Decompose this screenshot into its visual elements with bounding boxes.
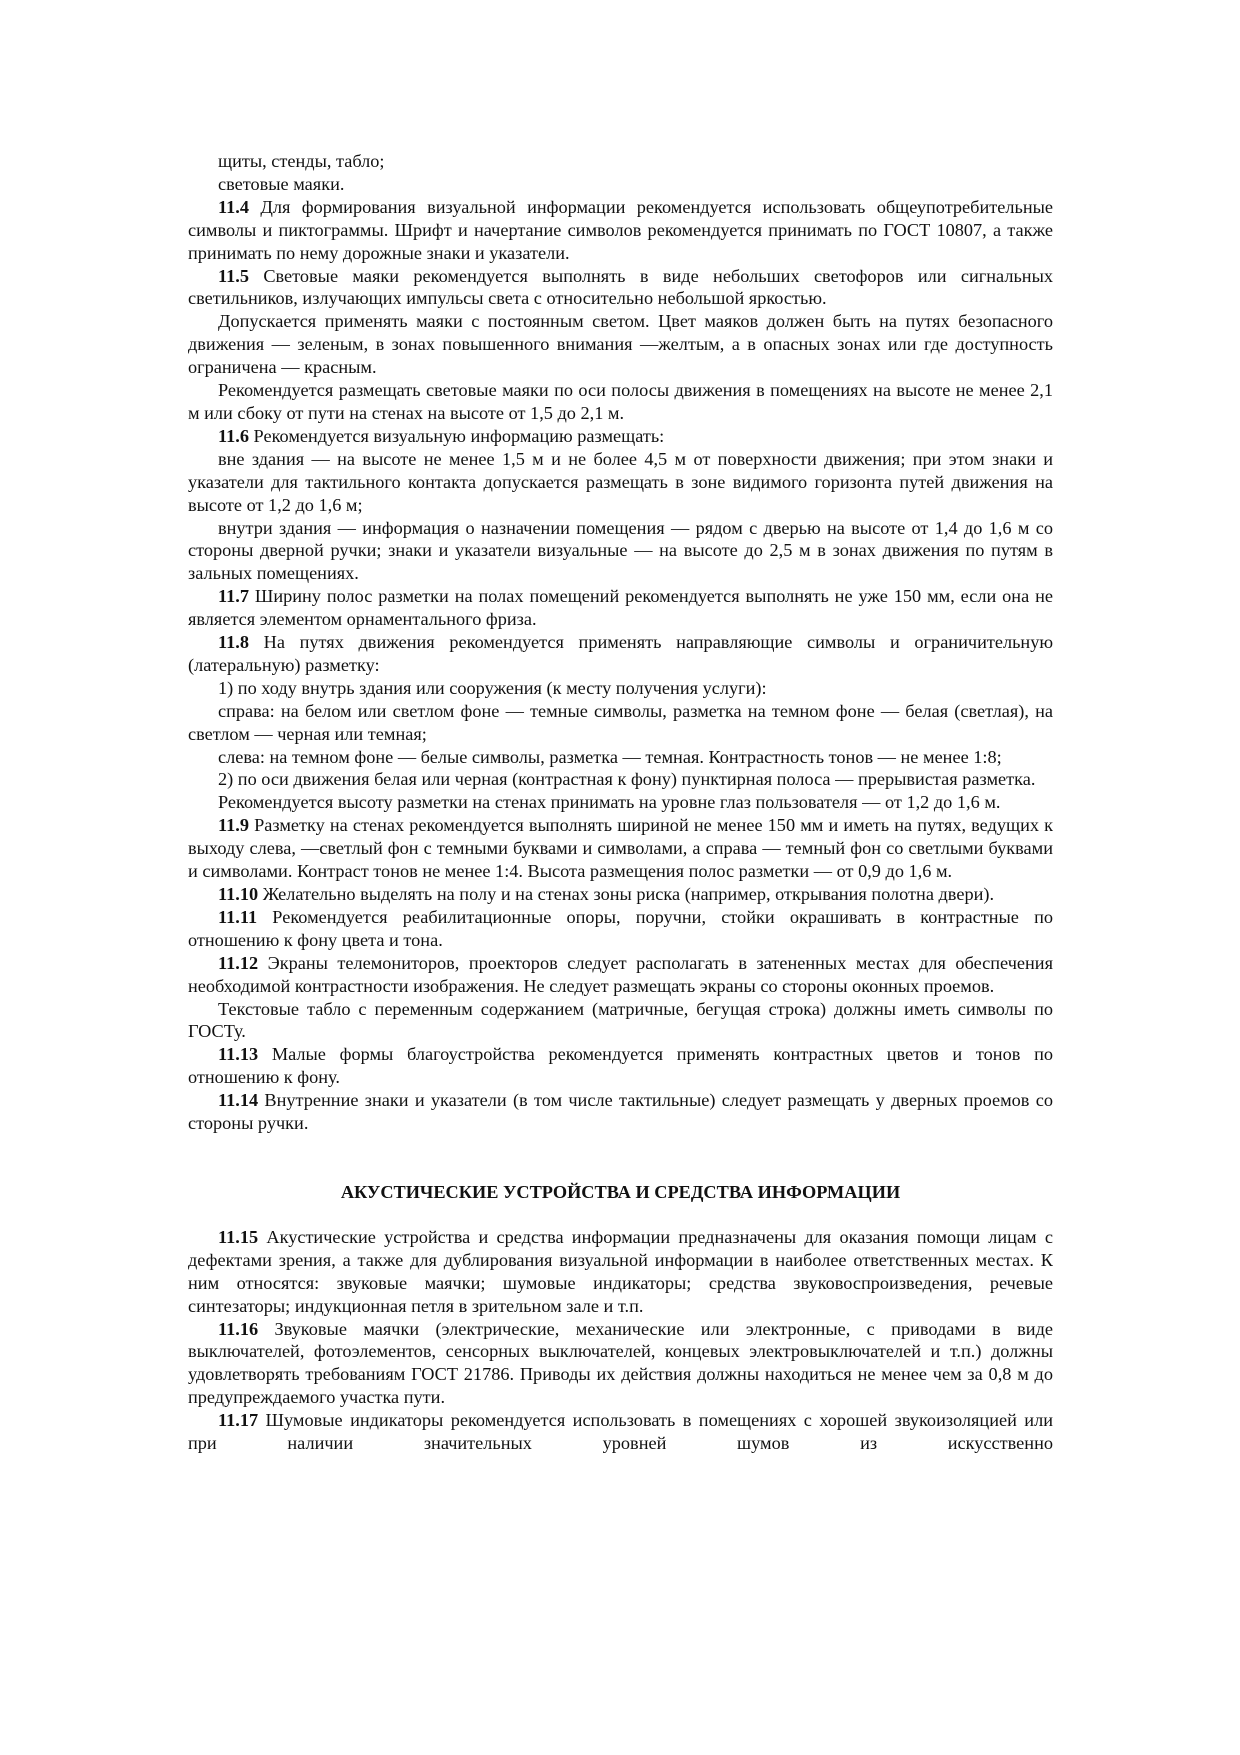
paragraph-text: Световые маяки рекомендуется выполнять в виде небольших светофоров или сигнальных светильников, излучающих импульсы света с относительно небольшой яркостью. (188, 265, 1053, 309)
clause-number: 11.4 (218, 196, 249, 217)
paragraph: Допускается применять маяки с постоянным светом. Цвет маяков должен быть на путях безопасного движения — зеленым, в зонах повышенного внимания —желтым, а в опасных зонах или где доступность ограничена — красным. (188, 311, 1053, 378)
clause-number: 11.9 (218, 815, 249, 836)
paragraph-11-4 (188, 196, 1053, 265)
clause-number: 11.7 (218, 586, 249, 607)
list-item: щиты, стенды, табло; (218, 151, 385, 171)
paragraph-11-9 (188, 814, 1053, 883)
paragraph-11-11 (188, 906, 1053, 952)
paragraph-11-13 (188, 1043, 1053, 1089)
paragraph-text: Внутренние знаки и указатели (в том числе тактильные) следует размещать у дверных проемов со стороны ручки. (188, 1090, 1053, 1134)
paragraph: 2) по оси движения белая или черная (контрастная к фону) пунктирная полоса — прерывистая разметка. (218, 769, 1036, 790)
paragraph-text: Желательно выделять на полу и на стенах зоны риска (например, открывания полотна двери). (258, 884, 995, 904)
clause-number: 11.11 (218, 906, 258, 927)
clause-number: 11.15 (218, 1226, 259, 1247)
paragraph-text: Акустические устройства и средства информации предназначены для оказания помощи лицам с дефектами зрения, а также для дублирования визуальной информации в наиболее ответственных местах. К ним относятся: звуковые маячки; шумовые индикаторы; средства звуковоспроизведения, речевые синтезаторы; индукционная петля в зрительном зале и т.п. (188, 1226, 1053, 1316)
paragraph: 1) по ходу внутрь здания или сооружения (к месту получения услуги): (218, 677, 767, 698)
clause-number: 11.17 (218, 1410, 259, 1431)
document-page (188, 150, 1053, 1455)
clause-number: 11.13 (218, 1044, 259, 1065)
paragraph-11-5 (188, 265, 1053, 311)
paragraph-text: На путях движения рекомендуется применять направляющие символы и ограничительную (латеральную) разметку: (188, 632, 1053, 675)
paragraph: внутри здания — информация о назначении помещения — рядом с дверью на высоте от 1,4 до 1,6 м со стороны дверной ручки; знаки и указатели визуальные — на высоте до 2,5 м в зонах движения по путям в зальных помещениях. (188, 517, 1053, 584)
paragraph: вне здания — на высоте не менее 1,5 м и не более 4,5 м от поверхности движения; при этом знаки и указатели для тактильного контакта допускается размещать в зоне видимого горизонта путей движения на высоте от 1,2 до 1,6 м; (188, 448, 1053, 515)
clause-number: 11.8 (218, 632, 249, 653)
clause-number: 11.16 (218, 1318, 259, 1339)
paragraph-text: Малые формы благоустройства рекомендуется применять контрастных цветов и тонов по отношению к фону. (188, 1044, 1053, 1088)
paragraph-11-12 (188, 952, 1053, 998)
paragraph-11-15 (188, 1226, 1053, 1318)
paragraph: Текстовые табло с переменным содержанием (матричные, бегущая строка) должны иметь символы по ГОСТу. (188, 998, 1053, 1042)
list-item: световые маяки. (218, 173, 345, 194)
paragraph-text: Рекомендуется визуальную информацию размещать: (248, 425, 665, 446)
clause-number: 11.10 (218, 884, 259, 904)
clause-number: 11.6 (218, 425, 249, 446)
paragraph-text: Разметку на стенах рекомендуется выполнять шириной не менее 150 мм и иметь на путях, ведущих к выходу слева, —светлый фон с темными буквами и символами, а справа — темный фон со светлыми буквами и символами. Контраст тонов не менее 1:4. Высота размещения полос разметки — от 0,9 до 1,6 м. (188, 815, 1053, 882)
section-heading: АКУСТИЧЕСКИЕ УСТРОЙСТВА И СРЕДСТВА ИНФОРМАЦИИ (340, 1181, 901, 1202)
clause-number: 11.14 (218, 1090, 259, 1111)
paragraph-text: Звуковые маячки (электрические, механические или электронные, с приводами в виде выключателей, фотоэлементов, сенсорных выключателей, концевых электровыключателей и т.п.) должны удовлетворять требованиям ГОСТ 21786. Приводы их действия должны находиться не менее чем за 0,8 м до предупреждаемого участка пути. (188, 1318, 1053, 1408)
paragraph-11-14 (188, 1089, 1053, 1135)
clause-number: 11.12 (218, 952, 259, 973)
paragraph-11-6 (188, 425, 1053, 448)
paragraph-text: Для формирования визуальной информации рекомендуется использовать общеупотребительные символы и пиктограммы. Шрифт и начертание символов рекомендуется принимать по ГОСТ 10807, а также принимать по нему дорожные знаки и указатели. (188, 196, 1053, 263)
paragraph-11-8 (188, 631, 1053, 677)
paragraph-11-10 (188, 883, 1053, 906)
paragraph-11-16 (188, 1318, 1053, 1410)
paragraph-text: Экраны телемониторов, проекторов следует располагать в затененных местах для обеспечения необходимой контрастности изображения. Не следует размещать экраны со стороны оконных проемов. (188, 952, 1053, 996)
paragraph-text: Рекомендуется реабилитационные опоры, поручни, стойки окрашивать в контрастные по отношению к фону цвета и тона. (188, 906, 1053, 950)
clause-number: 11.5 (218, 265, 249, 286)
paragraph-text: Ширину полос разметки на полах помещений рекомендуется выполнять не уже 150 мм, если она не является элементом орнаментального фриза. (188, 586, 1053, 630)
paragraph-11-7 (188, 585, 1053, 631)
paragraph-text: Шумовые индикаторы рекомендуется использовать в помещениях с хорошей звукоизоляцией или при наличии значительных уровней шумов из искусственно (188, 1410, 1053, 1454)
paragraph: Рекомендуется размещать световые маяки по оси полосы движения в помещениях на высоте не менее 2,1 м или сбоку от пути на стенах на высоте от 1,5 до 2,1 м. (188, 380, 1053, 423)
paragraph: Рекомендуется высоту разметки на стенах принимать на уровне глаз пользователя — от 1,2 до 1,6 м. (218, 792, 1001, 813)
paragraph-11-17 (188, 1409, 1053, 1455)
paragraph: справа: на белом или светлом фоне — темные символы, разметка на темном фоне — белая (светлая), на светлом — черная или темная; (188, 700, 1053, 744)
paragraph: слева: на темном фоне — белые символы, разметка — темная. Контрастность тонов — не менее 1:8; (218, 746, 1002, 767)
